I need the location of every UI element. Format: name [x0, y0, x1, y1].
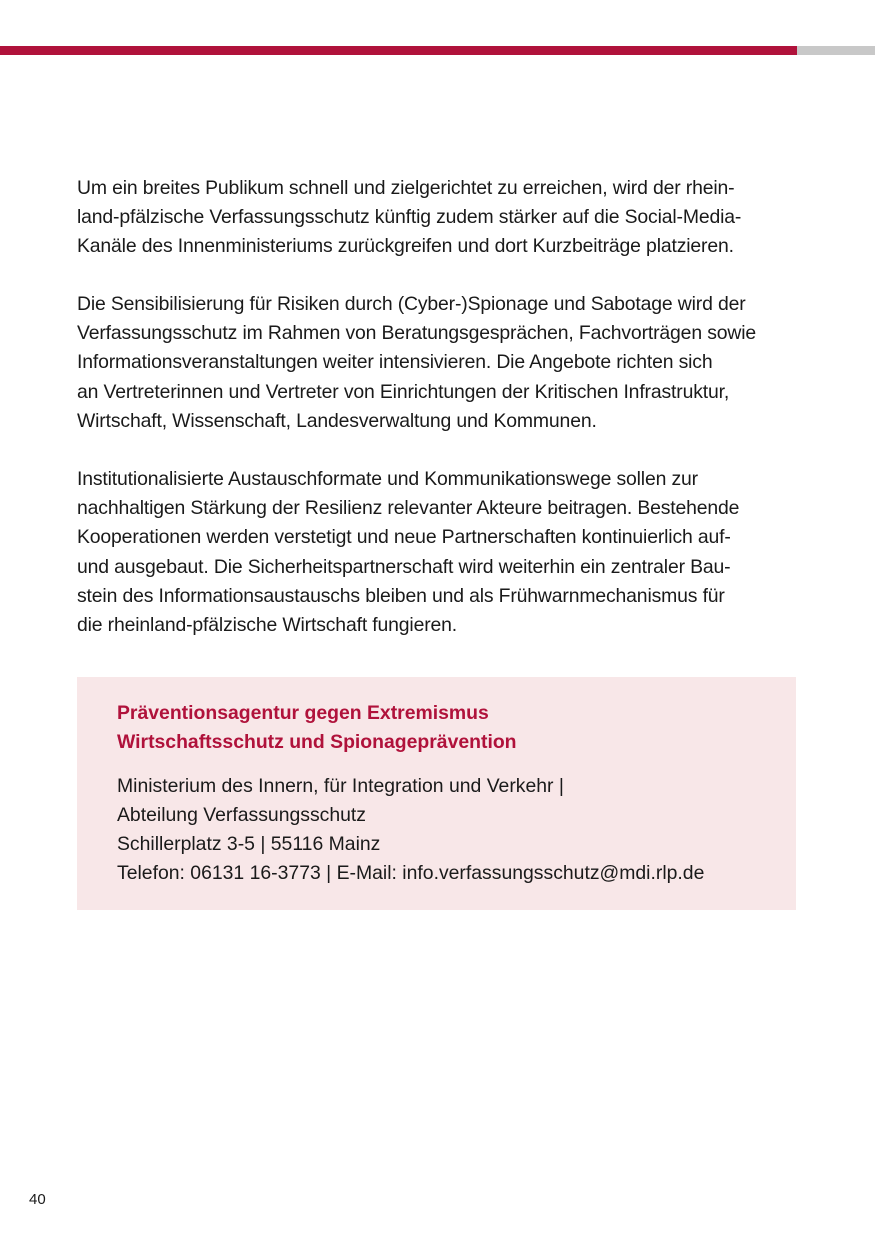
body-paragraph-sensibilisierung: Die Sensibilisierung für Risiken durch (Cyber-)Spionage und Sabotage wird der Verfassungsschutz im Rahmen von Beratungsgesprächen, Fachvorträgen sowie Informationsveranstaltungen weiter intensivieren. Die Angebote richten sich an Vertreterinnen und Vertreter von Einrichtungen der Kritischen Infrastruktur, Wirtschaft, Wissenschaft, Landesverwaltung und Kommunen. — [77, 293, 757, 432]
header-accent-bar — [0, 46, 797, 55]
body-paragraph-austauschformate: Institutionalisierte Austauschformate und Kommunikationswege sollen zur nachhaltigen Stärkung der Resilienz relevanter Akteure beitragen. Bestehende Kooperationen werden verstetigt und neue Partnerschaften kontinuierlich auf- und ausgebaut. Die Sicherheitspartnerschaft wird weiterhin ein zentraler Bau- stein des Informationsaustauschs bleiben und als Frühwarnmechanismus für die rheinland-pfälzische Wirtschaft fungieren. — [77, 468, 740, 637]
page-number: 40 — [29, 1191, 46, 1208]
body-paragraph-social-media: Um ein breites Publikum schnell und zielgerichtet zu erreichen, wird der rhein- land-pfälzische Verfassungsschutz künftig zudem stärker auf die Social-Media- Kanäle des Innenministeriums zurückgreifen und dort Kurzbeiträge platzieren. — [77, 177, 742, 258]
contact-address: Ministerium des Innern, für Integration und Verkehr | Abteilung Verfassungsschutz Schillerplatz 3-5 | 55116 Mainz Telefon: 06131 16-3773 | E-Mail: info.verfassungsschutz@mdi.rlp.de — [117, 775, 705, 884]
contact-heading: Präventionsagentur gegen Extremismus Wirtschaftsschutz und Spionageprävention — [117, 702, 517, 753]
header-accent-bar-end — [797, 46, 875, 55]
contact-info-box — [77, 677, 796, 910]
